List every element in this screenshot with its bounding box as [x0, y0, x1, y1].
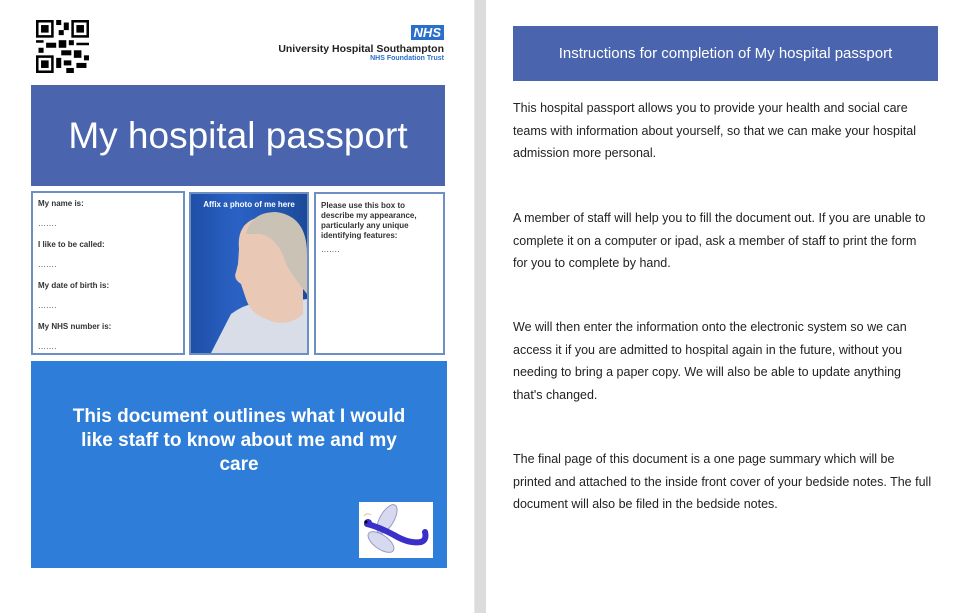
- personal-details-box: [31, 191, 185, 355]
- dob-label: My date of birth is:: [38, 281, 110, 290]
- qr-code-icon: [36, 20, 89, 73]
- nhs-number-label: My NHS number is:: [38, 322, 112, 331]
- preferred-name-label: I like to be called:: [38, 240, 105, 249]
- appearance-label: Please use this box to describe my appearance, particularly any unique identifying features:: [321, 201, 417, 240]
- patient-photo: [191, 194, 307, 353]
- instructions-paragraph: A member of staff will help you to fill the document out. If you are unable to complete it on a computer or ipad, ask a member of staff to print the form for you to complete by hand.: [513, 211, 926, 270]
- name-field[interactable]: ·······: [38, 221, 57, 230]
- preferred-name-field[interactable]: ·······: [38, 262, 57, 271]
- appearance-box: [314, 192, 445, 355]
- instructions-header: Instructions for completion of My hospital passport: [513, 26, 938, 81]
- dob-field[interactable]: ·······: [38, 303, 57, 312]
- instructions-paragraph: We will then enter the information onto the electronic system so we can access it if you are admitted to hospital again in the future, without you needing to bring a paper copy. We will also be able to update anything that's changed.: [513, 320, 907, 402]
- summary-text: This document outlines what I would like staff to know about me and my care: [72, 406, 406, 475]
- document-title: My hospital passport: [31, 85, 445, 186]
- trust-name: University Hospital Southampton: [278, 43, 444, 55]
- name-label: My name is:: [38, 199, 84, 208]
- nhs-badge: NHS: [411, 25, 444, 40]
- photo-box[interactable]: [189, 192, 309, 355]
- appearance-field[interactable]: ·······: [321, 247, 340, 256]
- nhs-number-field[interactable]: ·······: [38, 344, 57, 353]
- photo-caption: Affix a photo of me here: [203, 200, 295, 209]
- page-divider: [474, 0, 486, 613]
- trust-subtitle: NHS Foundation Trust: [370, 55, 444, 62]
- nhs-logo: [270, 24, 444, 62]
- dragonfly-icon: [359, 502, 433, 558]
- instructions-paragraph: This hospital passport allows you to provide your health and social care teams with information about yourself, so that we can make your hospital admission more personal.: [513, 101, 916, 160]
- instructions-paragraph: The final page of this document is a one page summary which will be printed and attached to the inside front cover of your bedside notes. The full document will also be filed in the bedside notes.: [513, 452, 932, 511]
